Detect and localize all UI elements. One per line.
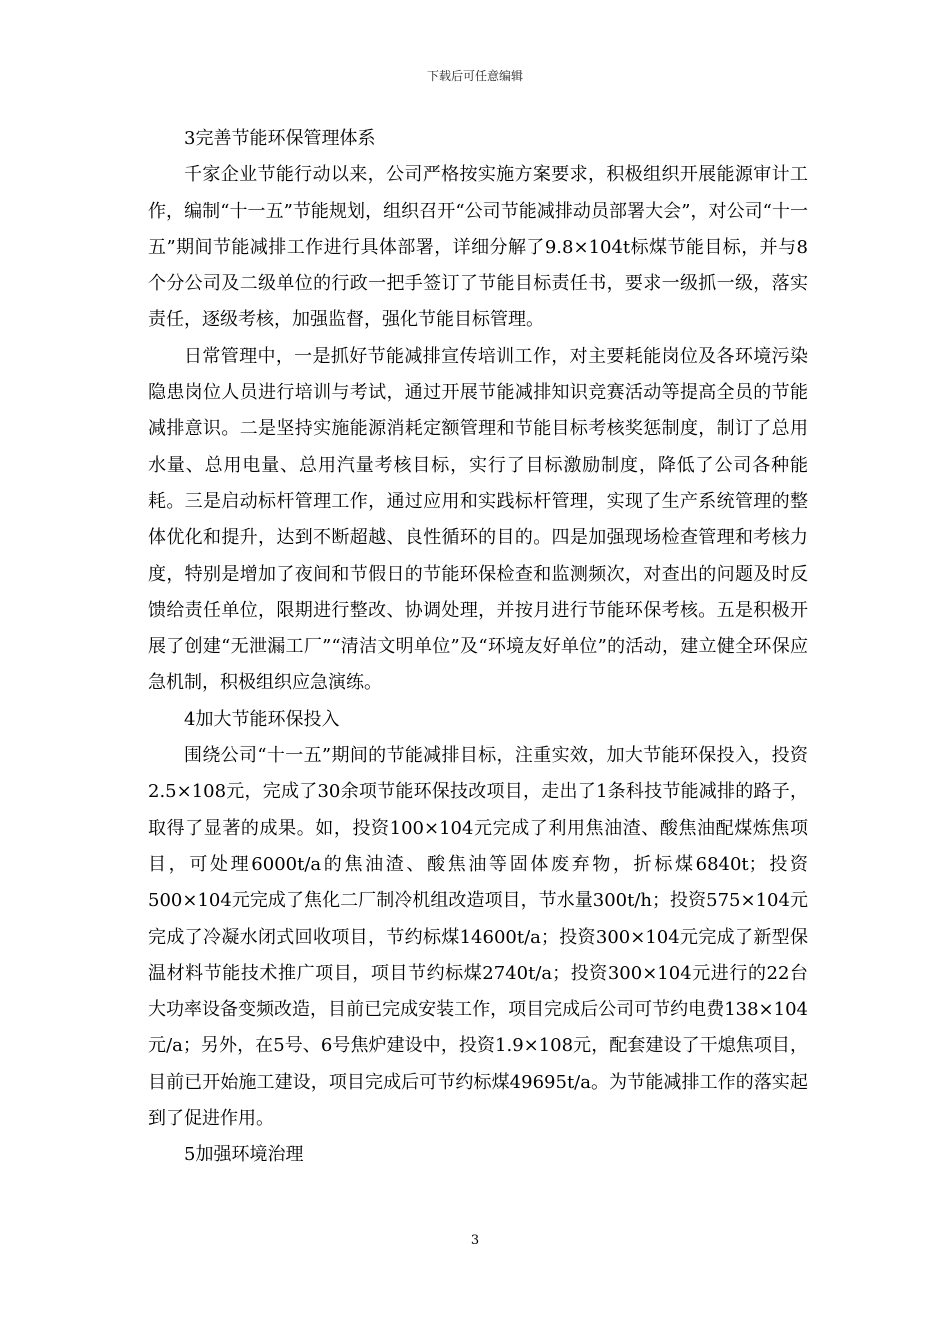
section-5 [148, 1137, 808, 1173]
page-number: 3 [470, 1233, 480, 1248]
document-body [148, 121, 808, 1174]
section-heading: 4加大节能环保投入 [184, 708, 340, 730]
page-header: 下载后可任意编辑 [426, 69, 523, 83]
paragraph: 围绕公司“十一五”期间的节能减排目标，注重实效，加大节能环保投入，投资2.5×108元，完成了30余项节能环保技改项目，走出了1条科技节能减排的路子，取得了显著的成果。如，投资100×104元完成了利用焦油渣、酸焦油配煤炼焦项目，可处理6000t/a的焦油渣、酸焦油等固体废弃物，折标煤6840t；投资500×104元完成了焦化二厂制冷机组改造项目，节水量300t/h；投资575×104元完成了冷凝水闭式回收项目，节约标煤14600t/a；投资300×104元完成了新型保温材料节能技术推广项目，项目节约标煤2740t/a；投资300×104元进行的22台大功率设备变频改造，目前已完成安装工作，项目完成后公司可节约电费138×104元/a；另外，在5号、6号焦炉建设中，投资1.9×108元，配套建设了干熄焦项目，目前已开始施工建设，项目完成后可节约标煤49695t/a。为节能减排工作的落实起到了促进作用。 [148, 745, 808, 1130]
section-heading: 3完善节能环保管理体系 [184, 128, 376, 149]
paragraph: 千家企业节能行动以来，公司严格按实施方案要求，积极组织开展能源审计工作，编制“十一五”节能规划，组织召开“公司节能减排动员部署大会”，对公司“十一五”期间节能减排工作进行具体部署，详细分解了9.8×104t标煤节能目标，并与8个分公司及二级单位的行政一把手签订了节能目标责任书，要求一级抓一级，落实责任，逐级考核，加强监督，强化节能目标管理。 [148, 164, 808, 331]
paragraph: 日常管理中，一是抓好节能减排宣传培训工作，对主要耗能岗位及各环境污染隐患岗位人员进行培训与考试，通过开展节能减排知识竞赛活动等提高全员的节能减排意识。二是坚持实施能源消耗定额管理和节能目标考核奖惩制度，制订了总用水量、总用电量、总用汽量考核目标，实行了目标激励制度，降低了公司各种能耗。三是启动标杆管理工作，通过应用和实践标杆管理，实现了生产系统管理的整体优化和提升，达到不断超越、良性循环的目的。四是加强现场检查管理和考核力度，特别是增加了夜间和节假日的节能环保检查和监测频次，对查出的问题及时反馈给责任单位，限期进行整改、协调处理，并按月进行节能环保考核。五是积极开展了创建“无泄漏工厂”“清洁文明单位”及“环境友好单位”的活动，建立健全环保应急机制，积极组织应急演练。 [148, 345, 808, 694]
section-3 [148, 121, 808, 702]
section-heading: 5加强环境治理 [184, 1144, 304, 1166]
section-4 [148, 702, 808, 1138]
